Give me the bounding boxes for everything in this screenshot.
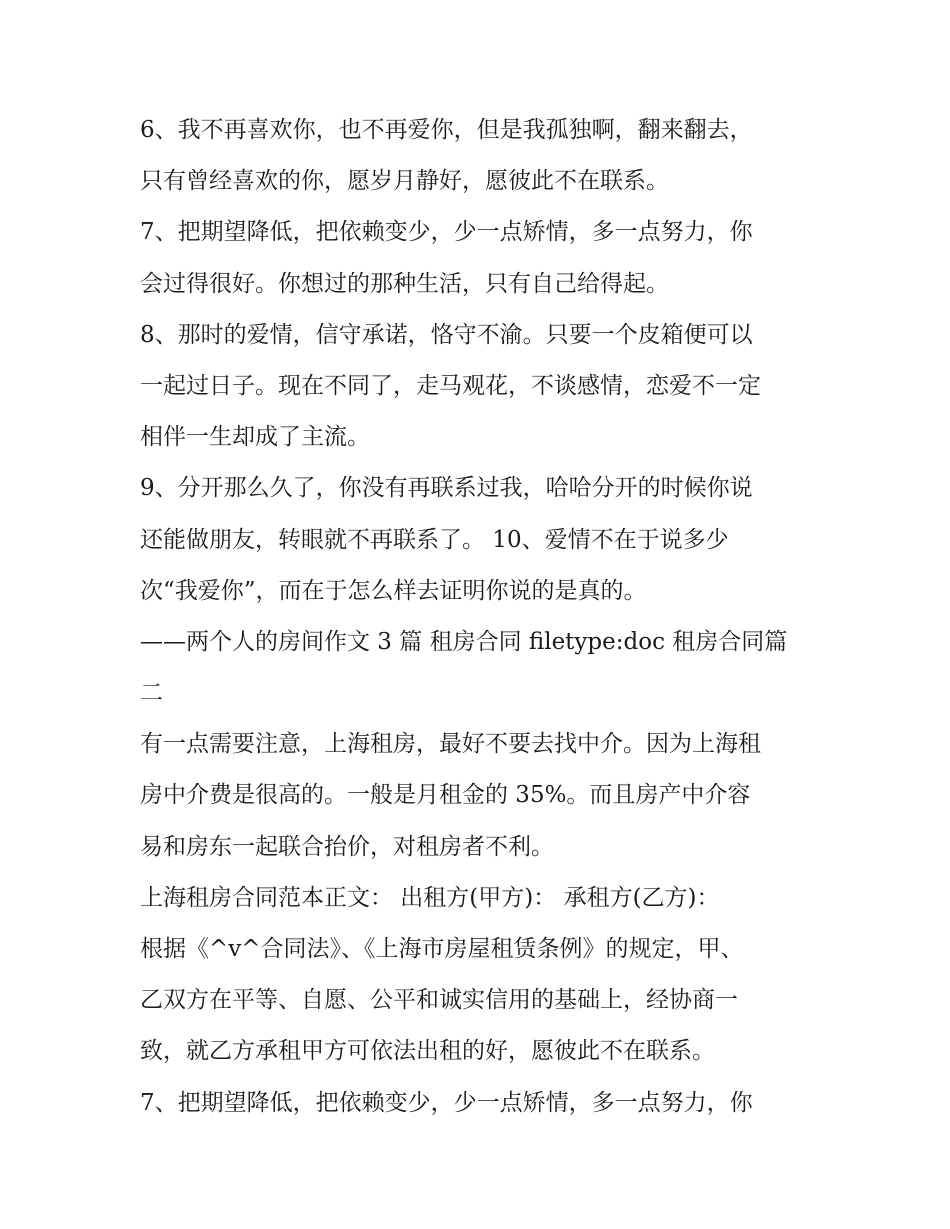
text-line: 有一点需要注意，上海租房，最好不要去找中介。因为上海租 — [140, 731, 761, 758]
text-line: ——两个人的房间作文 3 篇 租房合同 filetype:doc 租房合同篇 — [140, 628, 788, 655]
text-line: 只有曾经喜欢的你，愿岁月静好，愿彼此不在联系。 — [140, 168, 669, 195]
text-line: 根据《^v^合同法》、《上海市房屋租赁条例》的规定，甲、 — [140, 936, 744, 962]
text-line: 会过得很好。你想过的那种生活，只有自己给得起。 — [140, 270, 669, 297]
text-line: 9、分开那么久了，你没有再联系过我，哈哈分开的时候你说 — [140, 475, 753, 502]
text-line: 易和房东一起联合抬价，对租房者不利。 — [140, 833, 554, 860]
text-line: 8、那时的爱情，信守承诺，恪守不渝。只要一个皮箱便可以 — [140, 321, 753, 348]
text-line: 致，就乙方承租甲方可依法出租的好，愿彼此不在联系。 — [140, 1038, 715, 1065]
text-line: 一起过日子。现在不同了，走马观花，不谈感情，恋爱不一定 — [140, 372, 761, 399]
text-line: 6、我不再喜欢你，也不再爱你，但是我孤独啊，翻来翻去， — [140, 117, 753, 143]
body-text — [140, 108, 830, 1132]
text-line: 乙双方在平等、自愿、公平和诚实信用的基础上，经协商一 — [140, 987, 738, 1014]
text-line: 相伴一生却成了主流。 — [140, 424, 370, 451]
text-line: 二 — [140, 680, 163, 707]
text-line: 房中介费是很高的。一般是月租金的 35%。而且房产中介容 — [140, 782, 751, 809]
text-line: 次“我爱你”，而在于怎么样去证明你说的是真的。 — [140, 577, 647, 604]
text-line: 还能做朋友，转眼就不再联系了。 10、爱情不在于说多少 — [140, 526, 729, 553]
text-line: 7、把期望降低，把依赖变少，少一点矫情，多一点努力，你 — [140, 219, 753, 246]
text-line: 7、把期望降低，把依赖变少，少一点矫情，多一点努力，你 — [140, 1089, 753, 1116]
text-line: 上海租房合同范本正文： 出租方(甲方)： 承租方(乙方)： — [140, 884, 720, 911]
